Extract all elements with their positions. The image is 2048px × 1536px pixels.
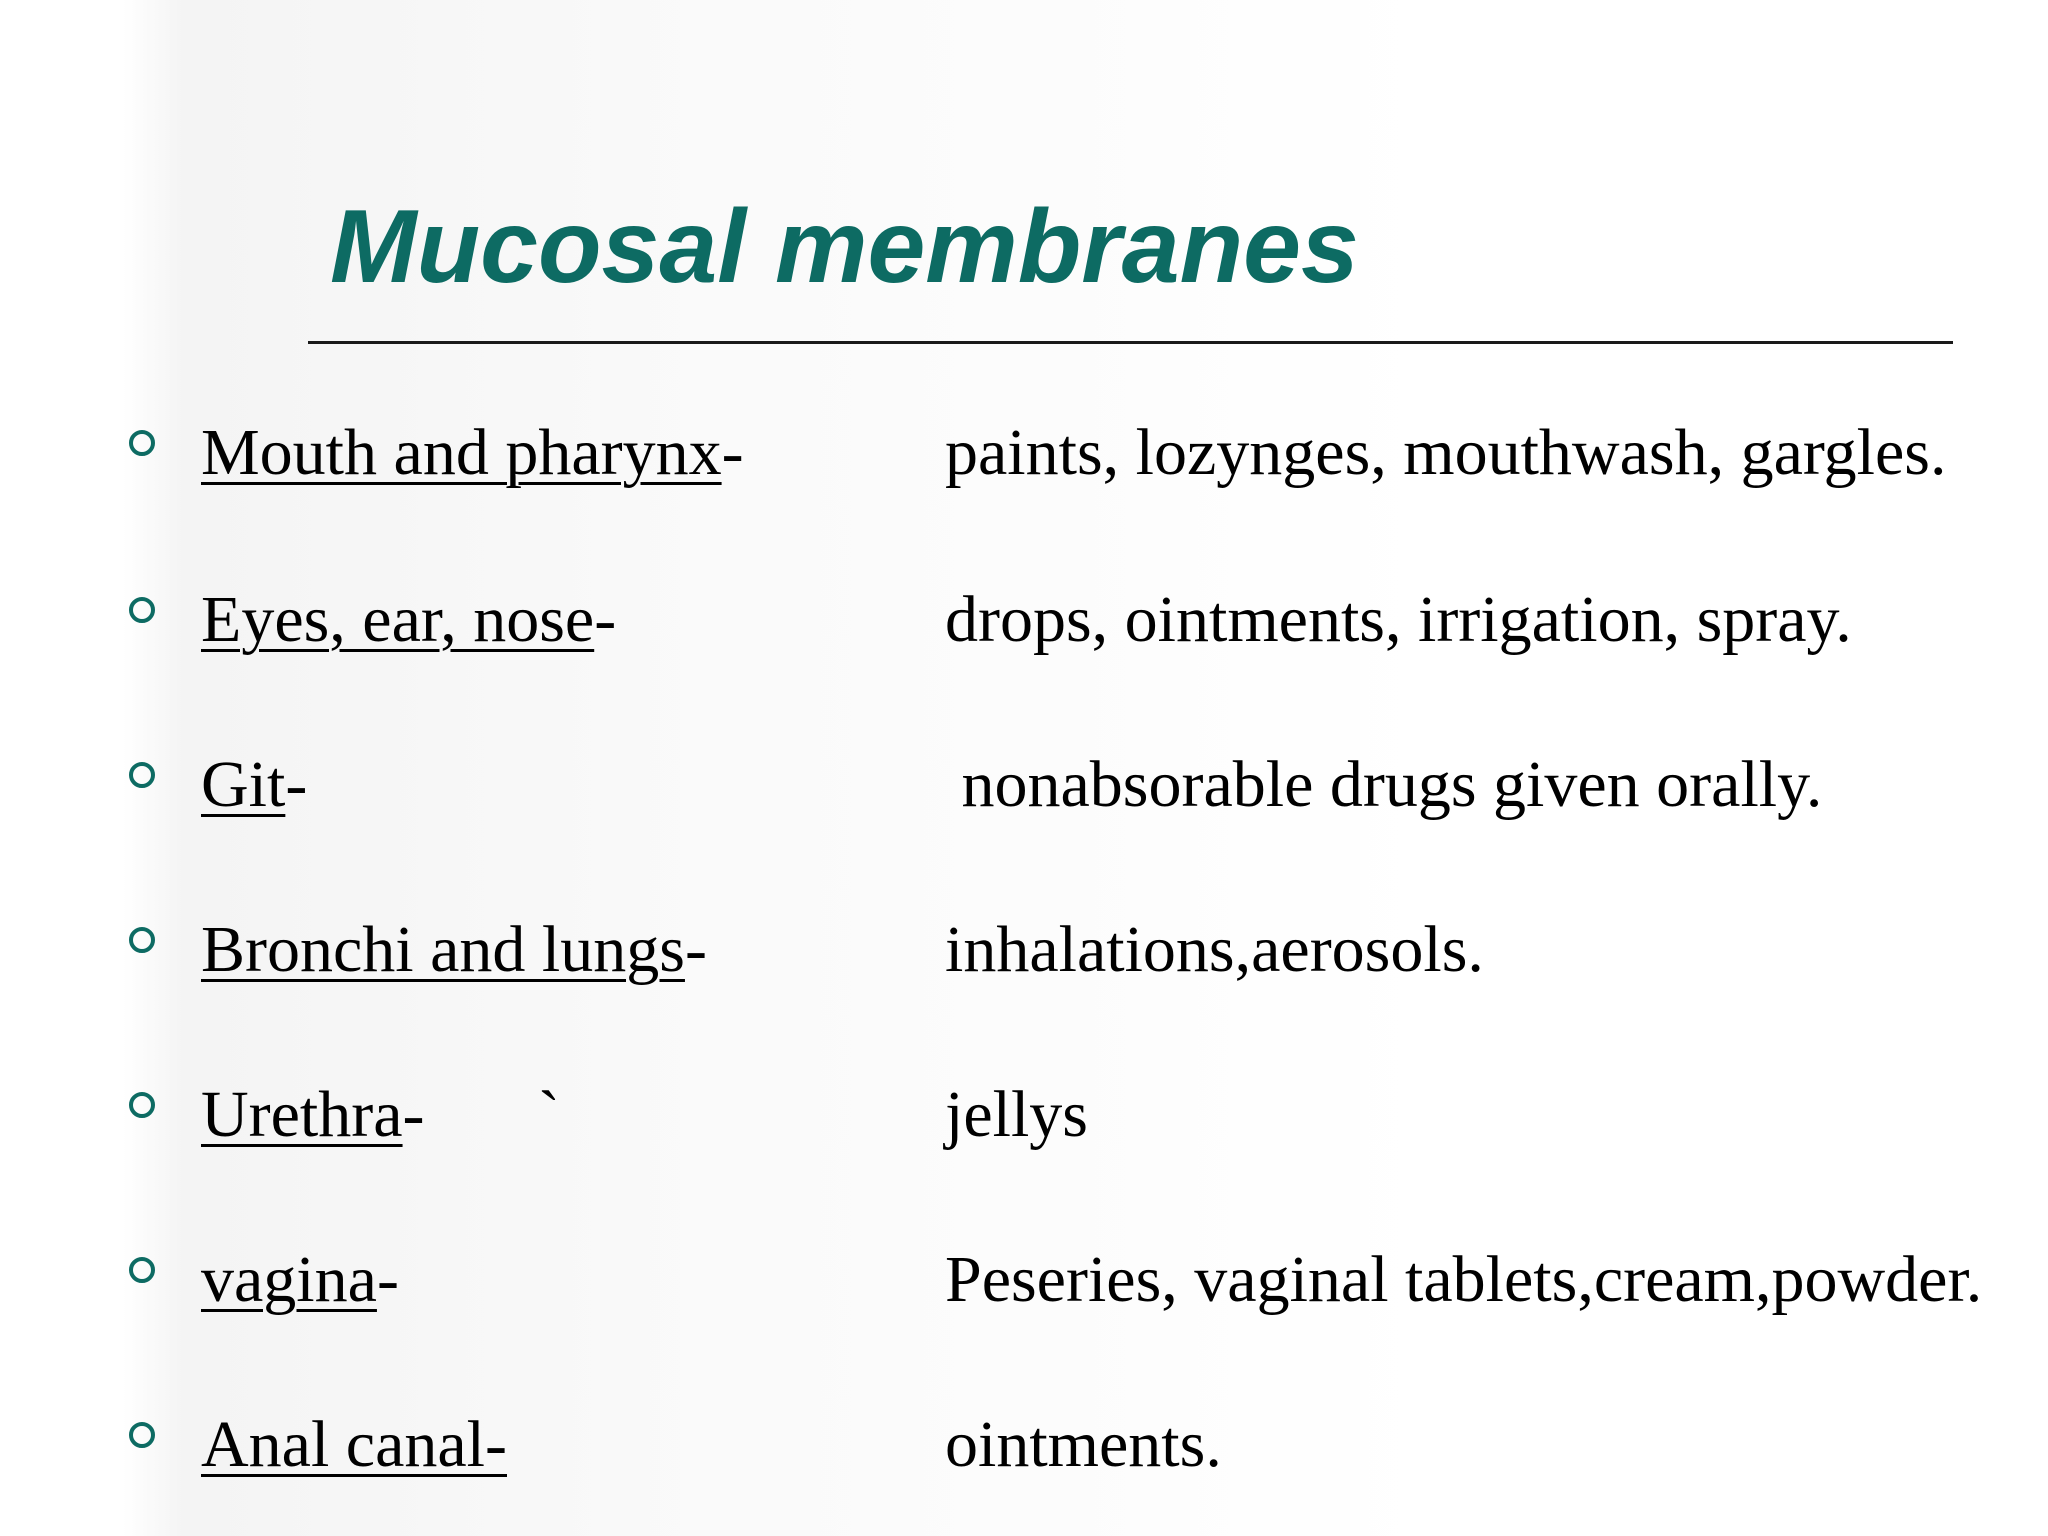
item-term	[201, 583, 617, 656]
item-term	[201, 1243, 399, 1316]
item-uses: drops, ointments, irrigation, spray.	[945, 583, 1852, 656]
item-term	[201, 1408, 507, 1481]
term-text: Urethra	[201, 1078, 403, 1151]
term-suffix: -	[721, 416, 744, 489]
term-suffix: -	[594, 583, 617, 656]
term-text: Mouth and pharynx	[201, 416, 722, 489]
item-uses: Peseries, vaginal tablets,cream,powder.	[945, 1243, 1983, 1316]
term-suffix: -	[684, 913, 707, 986]
term-text: Eyes, ear, nose	[201, 583, 595, 656]
list-item	[0, 583, 2048, 687]
term-suffix: -	[402, 1078, 425, 1151]
list-item	[0, 1408, 2048, 1512]
bullet-icon	[129, 430, 155, 456]
list-item	[0, 1243, 2048, 1347]
stray-backtick-mark: `	[538, 1078, 560, 1151]
item-uses: nonabsorable drugs given orally.	[945, 748, 1823, 821]
list-item	[0, 1078, 2048, 1182]
term-text: vagina	[201, 1243, 377, 1316]
list-item	[0, 748, 2048, 852]
title-underline-rule	[308, 341, 1953, 344]
term-text: Anal canal-	[201, 1408, 507, 1481]
item-uses: paints, lozynges, mouthwash, gargles.	[945, 416, 1947, 489]
item-uses: jellys	[945, 1078, 1088, 1151]
item-term	[201, 913, 707, 986]
list-item	[0, 416, 2048, 520]
term-text: Git	[201, 748, 286, 821]
bullet-icon	[129, 597, 155, 623]
list-item	[0, 913, 2048, 1017]
term-suffix: -	[376, 1243, 399, 1316]
term-suffix: -	[285, 748, 308, 821]
term-text: Bronchi and lungs	[201, 913, 685, 986]
bullet-icon	[129, 762, 155, 788]
bullet-icon	[129, 1092, 155, 1118]
bullet-icon	[129, 1257, 155, 1283]
item-uses: inhalations,aerosols.	[945, 913, 1484, 986]
item-term	[201, 1078, 425, 1151]
item-term	[201, 748, 308, 821]
bullet-icon	[129, 927, 155, 953]
item-uses: ointments.	[945, 1408, 1222, 1481]
bullet-icon	[129, 1422, 155, 1448]
item-term	[201, 416, 744, 489]
slide-title: Mucosal membranes	[330, 189, 1359, 305]
